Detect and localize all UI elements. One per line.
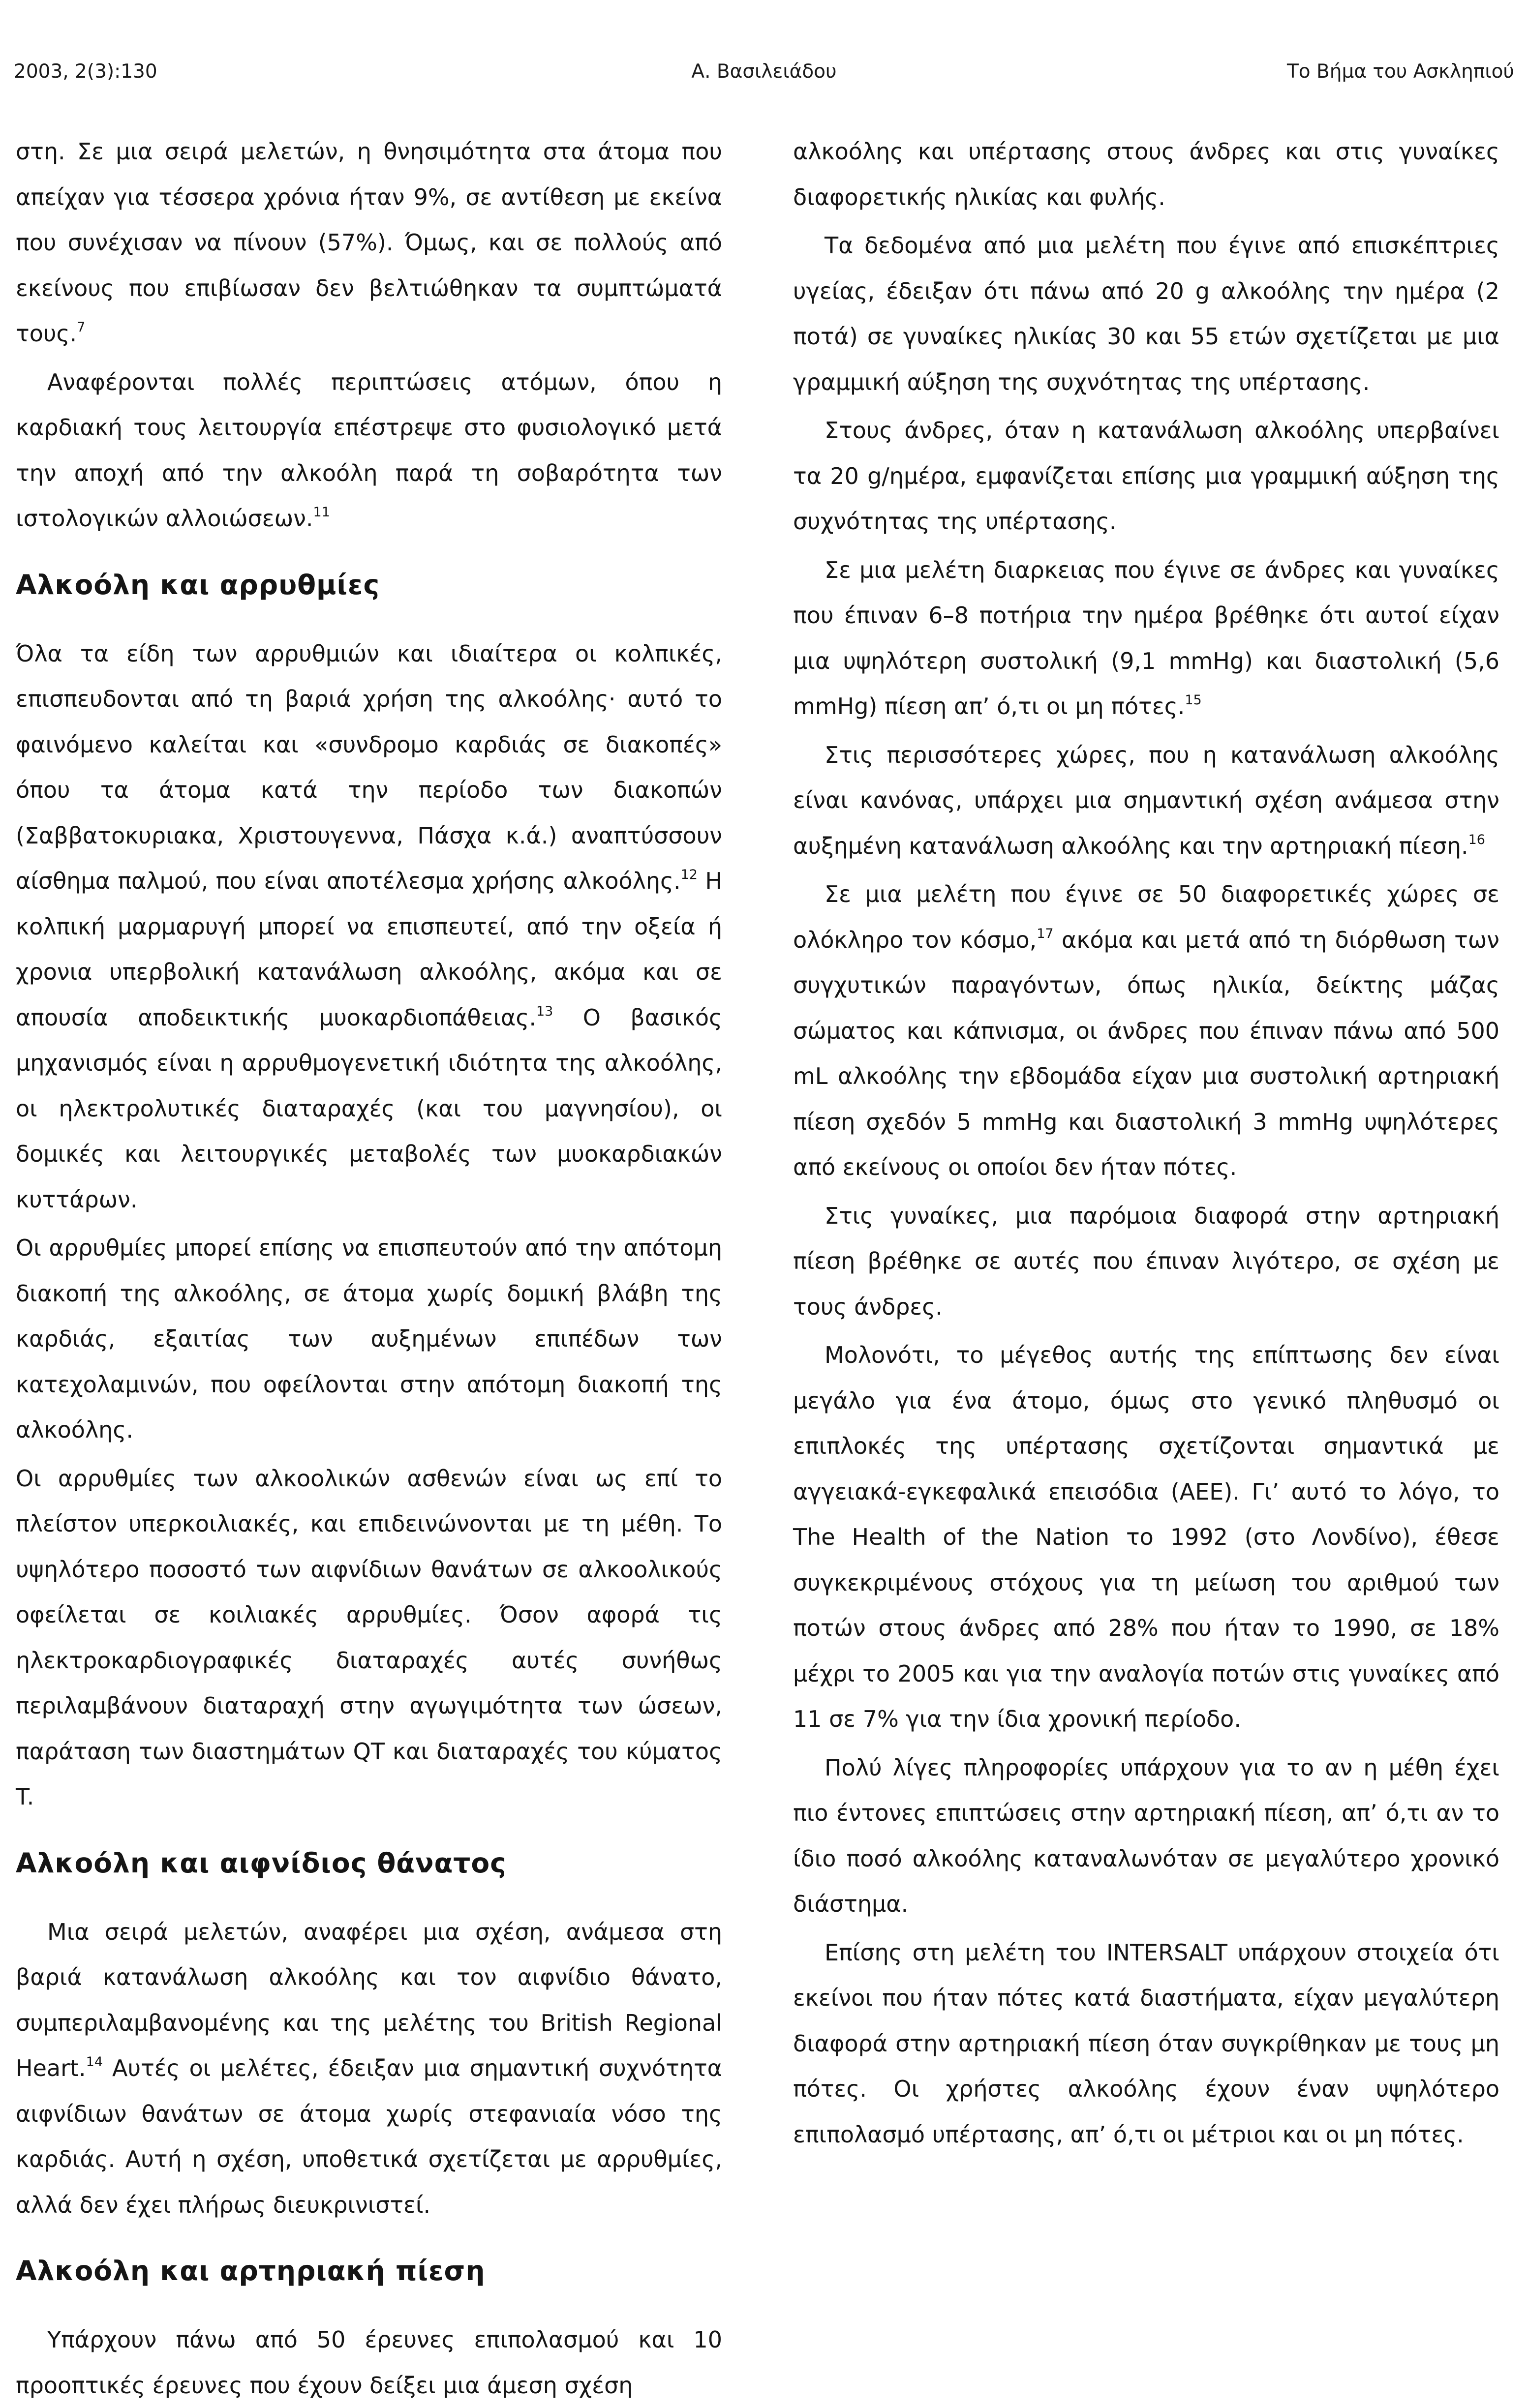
- paragraph: Στις περισσότερες χώρες, που η κατανάλωση αλκοόλης είναι κανόνας, υπάρχει μια σημαντική σχέση ανάμεσα στην αυξημένη κατανάλωση αλκοόλης και την αρτηριακή πίεση.$^{16}$: [793, 741, 1499, 859]
- paragraph: Οι αρρυθμίες μπορεί επίσης να επισπευτούν από την απότομη διακοπή της αλκοόλης, σε άτομα χωρίς δομική βλάβη της καρδιάς, εξαιτίας των αυξημένων επιπέδων των κατεχολαμινών, που οφείλονται στην απότομη διακοπή της αλκοόλης.: [16, 1234, 722, 1443]
- paragraph: Τα δεδομένα από μια μελέτη που έγινε από επισκέπτριες υγείας, έδειξαν ότι πάνω από 20 g αλκοόλης την ημέρα (2 ποτά) σε γυναίκες ηλικίας 30 και 55 ετών σχετίζεται με μια γραμμική αύξηση της συχνότητας της υπέρτασης.: [793, 232, 1499, 395]
- paragraph: Σε μια μελέτη διαρκειας που έγινε σε άνδρες και γυναίκες που έπιναν 6–8 ποτήρια την ημέρα βρέθηκε ότι αυτοί είχαν μια υψηλότερη συστολική (9,1 mmHg) και διαστολική (5,6 mmHg) πίεση απ’ ό,τι οι μη πότες.$^{15}$: [793, 556, 1499, 720]
- journal-citation: 2003, 2(3):130: [14, 60, 157, 83]
- left-column: [16, 129, 722, 2408]
- paragraph: Επίσης στη μελέτη του INTERSALT υπάρχουν στοιχεία ότι εκείνοι που ήταν πότες κατά διαστήματα, είχαν μεγαλύτερη διαφορά στην αρτηριακή πίεση όταν συγκρίθηκαν με τους μη πότες. Οι χρήστες αλκοόλης έχουν έναν υψηλότερο επιπολασμό υπέρτασης, απ’ ό,τι οι μέτριοι και οι μη πότες.: [793, 1939, 1499, 2148]
- paragraph: Οι αρρυθμίες των αλκοολικών ασθενών είναι ως επί το πλείστον υπερκοιλιακές, και επιδεινώνονται με τη μέθη. Το υψηλότερο ποσοστό των αιφνίδιων θανάτων σε αλκοολικούς οφείλεται σε κοιλιακές αρρυθμίες. Όσον αφορά τις ηλεκτροκαρδιογραφικές διαταραχές αυτές συνήθως περιλαμβάνουν διαταραχή στην αγωγιμότητα των ώσεων, παράταση των διαστημάτων QT και διαταραχές του κύματος T.: [16, 1465, 722, 1810]
- citation-ref: 7: [77, 320, 86, 335]
- paragraph: Μια σειρά μελετών, αναφέρει μια σχέση, ανάμεσα στη βαριά κατανάλωση αλκοόλης και τον αιφνίδιο θάνατο, συμπεριλαμβανομένης και της μελέτης του British Regional Heart.$^{14}$ Αυτές οι μελέτες, έδειξαν μια σημαντική συχνότητα αιφνίδιων θανάτων σε άτομα χωρίς στεφανιαία νόσο της καρδιάς. Αυτή η σχέση, υποθετικά σχετίζεται με αρρυθμίες, αλλά δεν έχει πλήρως διευκρινιστεί.: [16, 1918, 722, 2218]
- paragraph: Στους άνδρες, όταν η κατανάλωση αλκοόλης υπερβαίνει τα 20 g/ημέρα, εμφανίζεται επίσης μια γραμμική αύξηση της συχνότητας της υπέρτασης.: [793, 417, 1499, 535]
- citation-ref: 15: [1185, 692, 1202, 708]
- author-name: Α. Βασιλειάδου: [691, 60, 837, 83]
- paragraph: Μολονότι, το μέγεθος αυτής της επίπτωσης δεν είναι μεγάλο για ένα άτομο, όμως στο γενικό πληθυσμό οι επιπλοκές της υπέρτασης σχετίζονται σημαντικά με αγγειακά-εγκεφαλικά επεισόδια (ΑΕΕ). Γι’ αυτό το λόγο, το The Health of the Nation το 1992 (στο Λονδίνο), έθεσε συγκεκριμένους στόχους για τη μείωση του αριθμού των ποτών στους άνδρες από 28% που ήταν το 1990, σε 18% μέχρι το 2005 και για την αναλογία ποτών στις γυναίκες από 11 σε 7% για την ίδια χρονική περίοδο.: [793, 1342, 1499, 1732]
- paragraph: αλκοόλης και υπέρτασης στους άνδρες και στις γυναίκες διαφορετικής ηλικίας και φυλής.: [793, 138, 1499, 211]
- paragraph: Στις γυναίκες, μια παρόμοια διαφορά στην αρτηριακή πίεση βρέθηκε σε αυτές που έπιναν λιγότερο, σε σχέση με τους άνδρες.: [793, 1202, 1499, 1320]
- paragraph: Αναφέρονται πολλές περιπτώσεις ατόμων, όπου η καρδιακή τους λειτουργία επέστρεψε στο φυσιολογικό μετά την αποχή από την αλκοόλη παρά τη σοβαρότητα των ιστολογικών αλλοιώσεων.$^{11}$: [16, 368, 722, 532]
- section-heading: Αλκοόλη και αιφνίδιος θάνατος: [16, 1847, 507, 1879]
- citation-ref: 13: [536, 1003, 553, 1019]
- right-column: [793, 129, 1499, 2157]
- running-header: [14, 57, 1514, 87]
- paragraph: Όλα τα είδη των αρρυθμιών και ιδιαίτερα οι κολπικές, επισπευδονται από τη βαριά χρήση της αλκοόλης· αυτό το φαινόμενο καλείται και «συνδρομο καρδιάς σε διακοπές» όπου τα άτομα κατά την περίοδο των διακοπών (Σαββατοκυριακα, Χριστουγεννα, Πάσχα κ.ά.) αναπτύσσουν αίσθημα παλμού, που είναι αποτέλεσμα χρήσης αλκοόλης.$^{12}$ Η κολπική μαρμαρυγή μπορεί να επισπευτεί, από την οξεία ή χρονια υπερβολική κατανάλωση αλκοόλης, ακόμα και σε απουσία αποδεικτικής μυοκαρδιοπάθειας.$^{13}$ Ο βασικός μηχανισμός είναι η αρρυθμογενετική ιδιότητα της αλκοόλης, οι ηλεκτρολυτικές διαταραχές (και του μαγνησίου), οι δομικές και λειτουργικές μεταβολές των μυοκαρδιακών κυττάρων.: [16, 640, 722, 1213]
- paragraph: Υπάρχουν πάνω από 50 έρευνες επιπολασμού και 10 προοπτικές έρευνες που έχουν δείξει μια άμεση σχέση: [16, 2326, 722, 2399]
- paragraph: Σε μια μελέτη που έγινε σε 50 διαφορετικές χώρες σε ολόκληρο τον κόσμο,$^{17}$ ακόμα και μετά από τη διόρθωση των συγχυτικών παραγόντων, όπως ηλικία, δείκτης μάζας σώματος και κάπνισμα, οι άνδρες που έπιναν πάνω από 500 mL αλκοόλης την εβδομάδα είχαν μια συστολική αρτηριακή πίεση σχεδόν 5 mmHg και διαστολική 3 mmHg υψηλότερες από εκείνους οι οποίοι δεν ήταν πότες.: [793, 881, 1499, 1180]
- citation-ref: 17: [1037, 926, 1054, 941]
- citation-ref: 16: [1468, 832, 1485, 847]
- section-heading: Αλκοόλη και αρτηριακή πίεση: [16, 2255, 486, 2287]
- citation-ref: 14: [86, 2054, 103, 2070]
- citation-ref: 11: [313, 505, 330, 520]
- paragraph: στη. Σε μια σειρά μελετών, η θνησιμότητα στα άτομα που απείχαν για τέσσερα χρόνια ήταν 9%, σε αντίθεση με εκείνα που συνέχισαν να πίνουν (57%). Όμως, και σε πολλούς από εκείνους που επιβίωσαν δεν βελτιώθηκαν τα συμπτώματά τους.$^7$: [16, 138, 722, 347]
- citation-ref: 12: [680, 867, 698, 882]
- paragraph: Πολύ λίγες πληροφορίες υπάρχουν για το αν η μέθη έχει πιο έντονες επιπτώσεις στην αρτηριακή πίεση, απ’ ό,τι αν το ίδιο ποσό αλκοόλης καταναλωνόταν σε μεγαλύτερο χρονικό διάστημα.: [793, 1754, 1499, 1917]
- journal-title: Το Βήμα του Ασκληπιού: [1286, 60, 1514, 83]
- section-heading: Αλκοόλη και αρρυθμίες: [16, 569, 380, 601]
